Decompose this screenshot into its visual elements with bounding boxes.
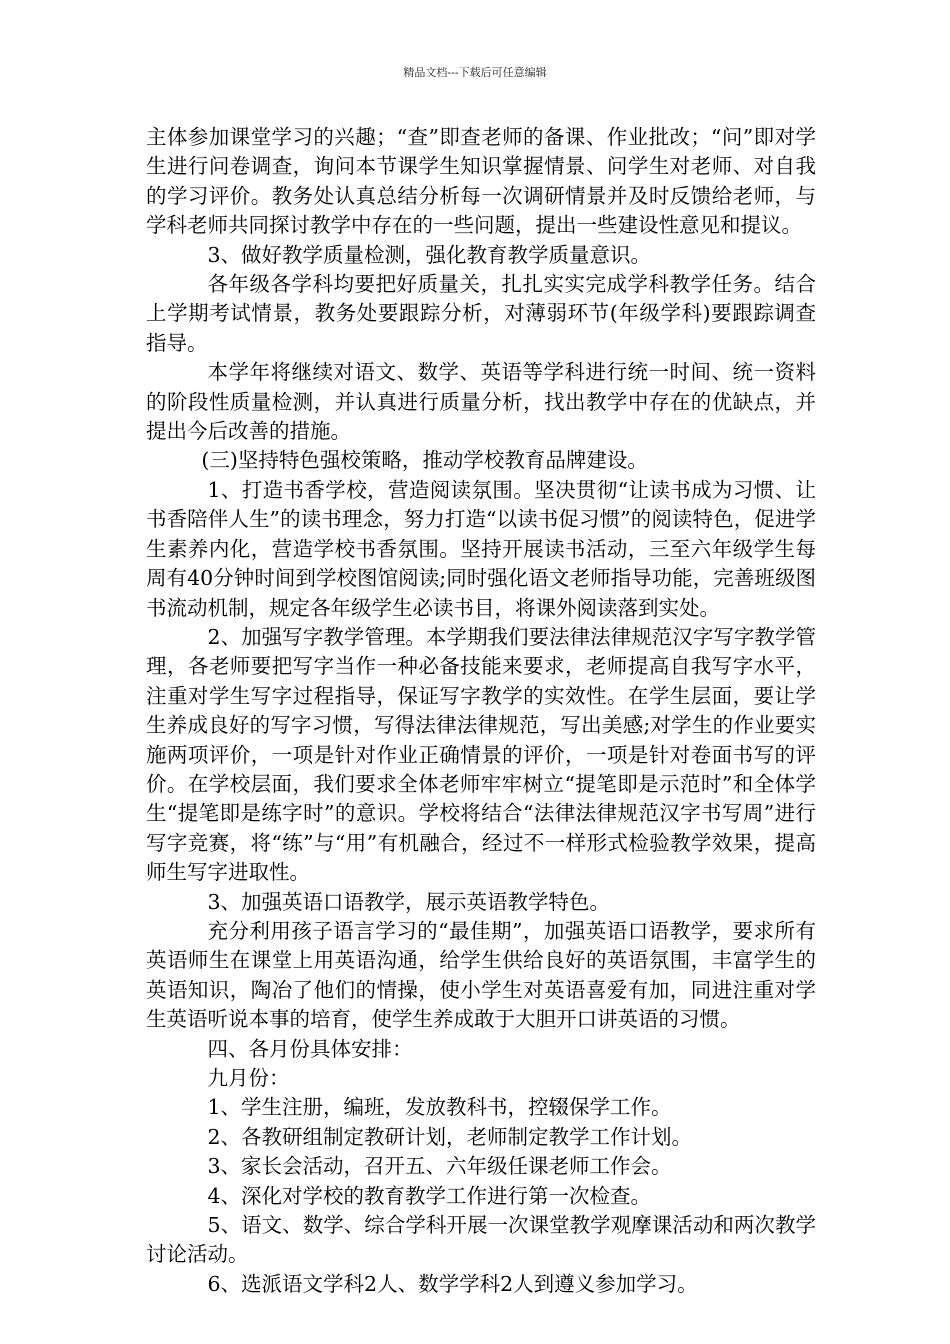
paragraph-writing-management: 2、加强写字教学管理。本学期我们要法律法律规范汉字写字教学管理，各老师要把写字当作一种必备技能来要求，老师提高自我写字水平，注重对学生写字过程指导，保证写字教学的实效性。在学生层面，要让学生养成良好的写字习惯，写得法律法律规范，写出美感;对学生的作业要实施两项评价，一项是针对作业正确情景的评价，一项是针对卷面书写的评价。在学校层面，我们要求全体老师牢牢树立“提笔即是示范时”和全体学生“提笔即是练字时”的意识。学校将结合“法律法律规范汉字书写周”进行写字竞赛，将“练”与“用”有机融合，经过不一样形式检验教学效果，提高师生写字进取性。	[146, 624, 816, 885]
list-item-september-3: 3、家长会活动，召开五、六年级任课老师工作会。	[207, 1154, 672, 1179]
paragraph-english-oral: 充分利用孩子语言学习的“最佳期”，加强英语口语教学，要求所有英语师生在课堂上用英语沟通，给学生供给良好的英语氛围，丰富学生的英语知识，陶冶了他们的情操，使小学生对英语喜爱有加，同进注重对学生英语听说本事的培育，使学生养成敢于大胆开口讲英语的习惯。	[146, 918, 816, 1032]
list-item-september-2: 2、各教研组制定教研计划，老师制定教学工作计划。	[207, 1124, 693, 1149]
list-item-september-6: 6、选派语文学科2人、数学学科2人到遵义参加学习。	[207, 1271, 698, 1296]
section-heading-monthly-plan: 四、各月份具体安排：	[207, 1036, 413, 1061]
paragraph-english-heading: 3、加强英语口语教学，展示英语教学特色。	[207, 889, 611, 914]
list-item-september-4: 4、深化对学校的教育教学工作进行第一次检查。	[207, 1183, 652, 1208]
list-item-september-5: 5、语文、数学、综合学科开展一次课堂教学观摩课活动和两次教学讨论活动。	[146, 1213, 816, 1267]
paragraph-quality-control: 各年级各学科均要把好质量关，扎扎实实完成学科教学任务。结合上学期考试情景，教务处要跟踪分析，对薄弱环节(年级学科)要跟踪调查指导。	[146, 272, 816, 355]
paragraph-unified-testing: 本学年将继续对语文、数学、英语等学科进行统一时间、统一资料的阶段性质量检测，并认真进行质量分析，找出教学中存在的优缺点，并提出今后改善的措施。	[146, 360, 816, 444]
page-header: 精品文档---下载后可任意编辑	[403, 66, 547, 79]
paragraph-quality-testing-heading: 3、做好教学质量检测，强化教育教学质量意识。	[207, 242, 652, 267]
month-heading-september: 九月份：	[207, 1066, 290, 1090]
paragraph-inspection-methods: 主体参加课堂学习的兴趣；“查”即查老师的备课、作业批改；“问”即对学生进行问卷调查，询问本节课学生知识掌握情景、问学生对老师、对自我的学习评价。教务处认真总结分析每一次调研情景并及时反馈给老师，与学科老师共同探讨教学中存在的一些问题，提出一些建设性意见和提议。	[146, 125, 816, 238]
section-heading-featured-school: (三)坚持特色强校策略，推动学校教育品牌建设。	[201, 448, 648, 473]
list-item-september-1: 1、学生注册，编班，发放教科书，控辍保学工作。	[207, 1095, 672, 1120]
document-body	[146, 123, 816, 1299]
paragraph-reading-school: 1、打造书香学校，营造阅读氛围。坚决贯彻“让读书成为习惯、让书香陪伴人生”的读书理念，努力打造“以读书促习惯”的阅读特色，促进学生素养内化，营造学校书香氛围。坚持开展读书活动，三至六年级学生每周有40分钟时间到学校图馆阅读;同时强化语文老师指导功能，完善班级图书流动机制，规定各年级学生必读书目，将课外阅读落到实处。	[146, 477, 816, 620]
